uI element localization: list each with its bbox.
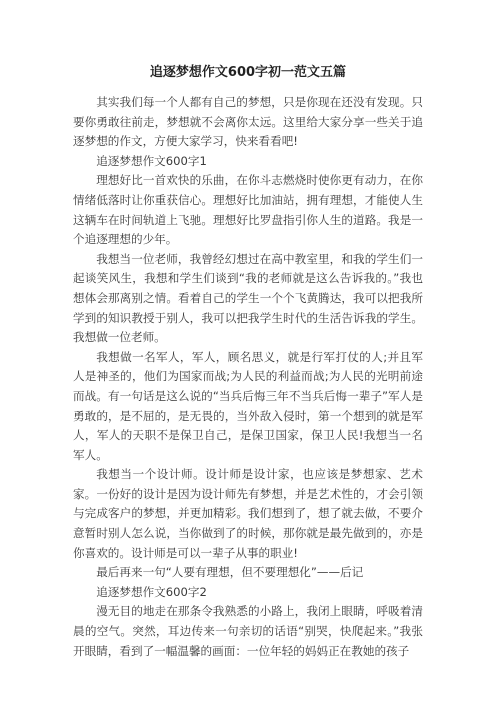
section-heading-1: 追逐梦想作文600字1 [96, 153, 207, 168]
paragraph-intro: 其实我们每一个人都有自己的梦想，只是你现在还没有发现。只要你勇敢往前走，梦想就不会离你太远。这里给大家分享一些关于追逐梦想的作文，方便大家学习，快来看看吧! [73, 95, 423, 149]
paragraph: 理想好比一首欢快的乐曲，在你斗志燃烧时使你更有动力，在你情绪低落时让你重获信心。理想好比加油站，拥有理想，才能使人生这辆车在时间轨道上飞驰。理想好比罗盘指引你人生的道路。我是一个追逐理想的少年。 [73, 173, 423, 247]
document-body [73, 93, 423, 661]
paragraph: 我想当一个设计师。设计师是设计家，也应该是梦想家、艺术家。一份好的设计是因为设计师先有梦想，并是艺术性的，才会引领与完成客户的梦想，并更加精彩。我们想到了，想了就去做，不要介意暂时别人怎么说，当你做到了的时候，那你就是最先做到的，亦是你喜欢的。设计师是可以一辈子从事的职业! [73, 467, 423, 560]
paragraph-afterword: 最后再来一句“人要有理想，但不要理想化”——后记 [96, 565, 364, 580]
paragraph: 漫无目的地走在那条令我熟悉的小路上，我闭上眼睛，呼吸着清晨的空气。突然，耳边传来一句亲切的话语“别哭，快爬起来。”我张开眼睛，看到了一幅温馨的画面：一位年轻的妈妈正在教她的孩子 [73, 604, 423, 658]
document-title: 追逐梦想作文600字初一范文五篇 [149, 65, 347, 80]
paragraph: 我想当一位老师，我曾经幻想过在高中教室里，和我的学生们一起谈笑风生，我想和学生们谈到“我的老师就是这么告诉我的。”我也想体会那离别之情。看着自己的学生一个个飞黄腾达，我可以把我所学到的知识教授于别人，我可以把我学生时代的生活告诉我的学生。我想做一位老师。 [73, 251, 423, 345]
section-heading-2: 追逐梦想作文600字2 [96, 584, 207, 599]
paragraph: 我想做一名军人，军人，顾名思义，就是行军打仗的人;并且军人是神圣的，他们为国家而战;为人民的利益而战;为人民的光明前途而战。有一句话是这么说的“当兵后悔三年不当兵后悔一辈子”军人是勇敢的，是不屈的，是无畏的，当外敌入侵时，第一个想到的就是军人，军人的天职不是保卫自己，是保卫国家，保卫人民!我想当一名军人。 [73, 349, 423, 462]
